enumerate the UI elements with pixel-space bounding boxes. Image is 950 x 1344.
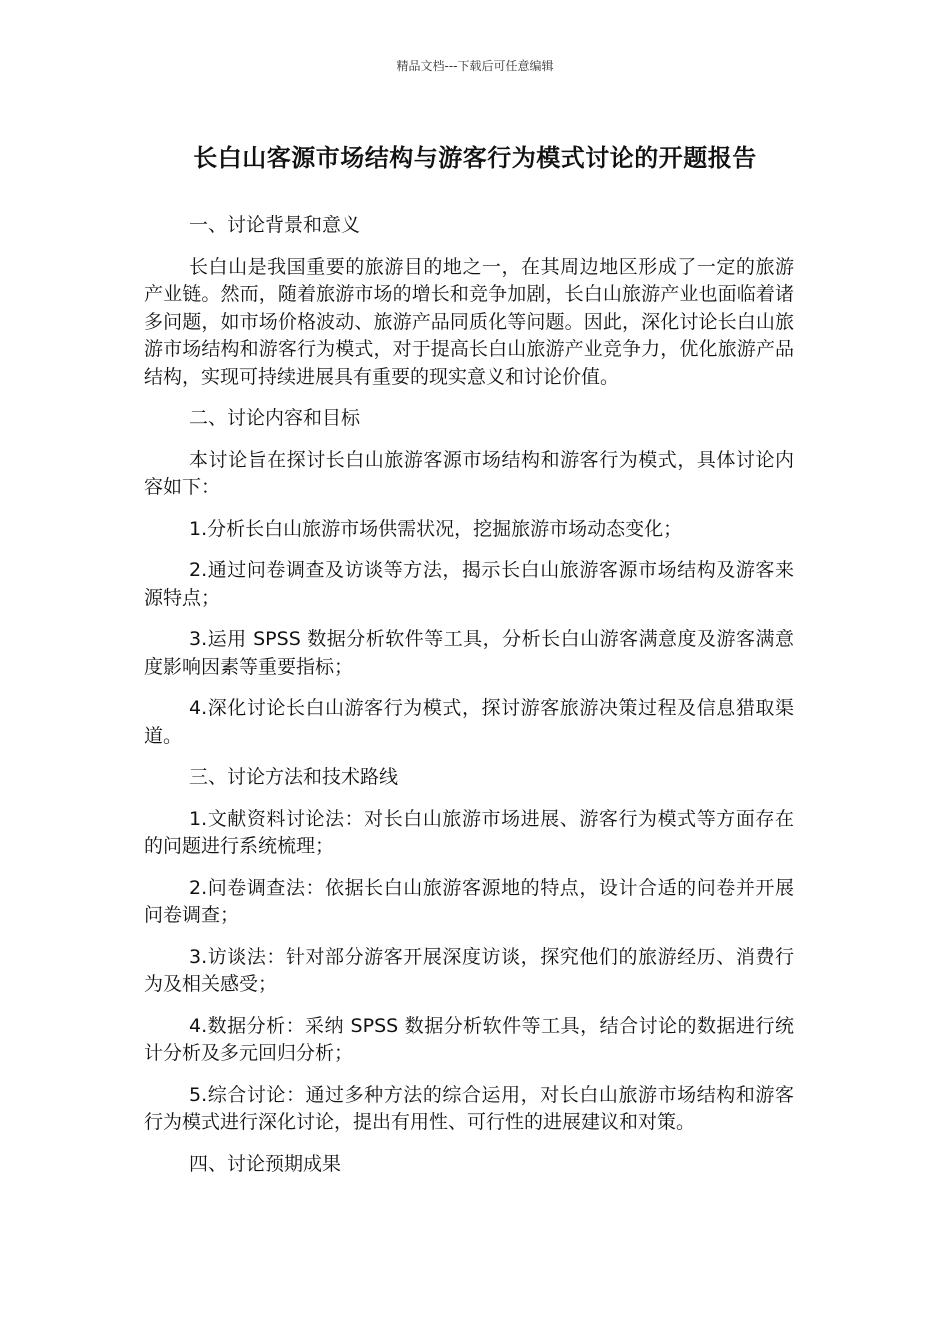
list-item: 4.数据分析：采纳 SPSS 数据分析软件等工具，结合讨论的数据进行统计分析及多元回归分析；	[144, 1014, 794, 1064]
document-body	[144, 212, 794, 1192]
section-heading-3: 三、讨论方法和技术路线	[189, 766, 399, 788]
section-heading-2: 二、讨论内容和目标	[189, 407, 361, 429]
document-title: 长白山客源市场结构与游客行为模式讨论的开题报告	[193, 144, 757, 172]
paragraph-background: 长白山是我国重要的旅游目的地之一，在其周边地区形成了一定的旅游产业链。然而，随着旅游市场的增长和竞争加剧，长白山旅游产业也面临着诸多问题，如市场价格波动、旅游产品同质化等问题。因此，深化讨论长白山旅游市场结构和游客行为模式，对于提高长白山旅游产业竞争力，优化旅游产品结构，实现可持续进展具有重要的现实意义和讨论价值。	[144, 255, 794, 388]
page-header: 精品文档---下载后可任意编辑	[396, 59, 554, 73]
list-item: 2.通过问卷调查及访谈等方法，揭示长白山旅游客源市场结构及游客来源特点；	[144, 559, 794, 609]
section-heading-4: 四、讨论预期成果	[189, 1152, 342, 1175]
paragraph-content-intro: 本讨论旨在探讨长白山旅游客源市场结构和游客行为模式，具体讨论内容如下：	[144, 448, 794, 498]
list-item: 5.综合讨论：通过多种方法的综合运用，对长白山旅游市场结构和游客行为模式进行深化讨论，提出有用性、可行性的进展建议和对策。	[144, 1083, 794, 1133]
list-item: 2.问卷调查法：依据长白山旅游客源地的特点，设计合适的问卷并开展问卷调查；	[144, 876, 794, 926]
section-heading-1: 一、讨论背景和意义	[189, 214, 361, 236]
list-item: 4.深化讨论长白山游客行为模式，探讨游客旅游决策过程及信息猎取渠道。	[144, 697, 794, 747]
list-item: 1.分析长白山旅游市场供需状况，挖掘旅游市场动态变化；	[189, 517, 683, 540]
list-item: 1.文献资料讨论法：对长白山旅游市场进展、游客行为模式等方面存在的问题进行系统梳理；	[144, 807, 794, 857]
list-item: 3.运用 SPSS 数据分析软件等工具，分析长白山游客满意度及游客满意度影响因素等重要指标；	[144, 628, 794, 678]
list-item: 3.访谈法：针对部分游客开展深度访谈，探究他们的旅游经历、消费行为及相关感受；	[144, 945, 794, 995]
